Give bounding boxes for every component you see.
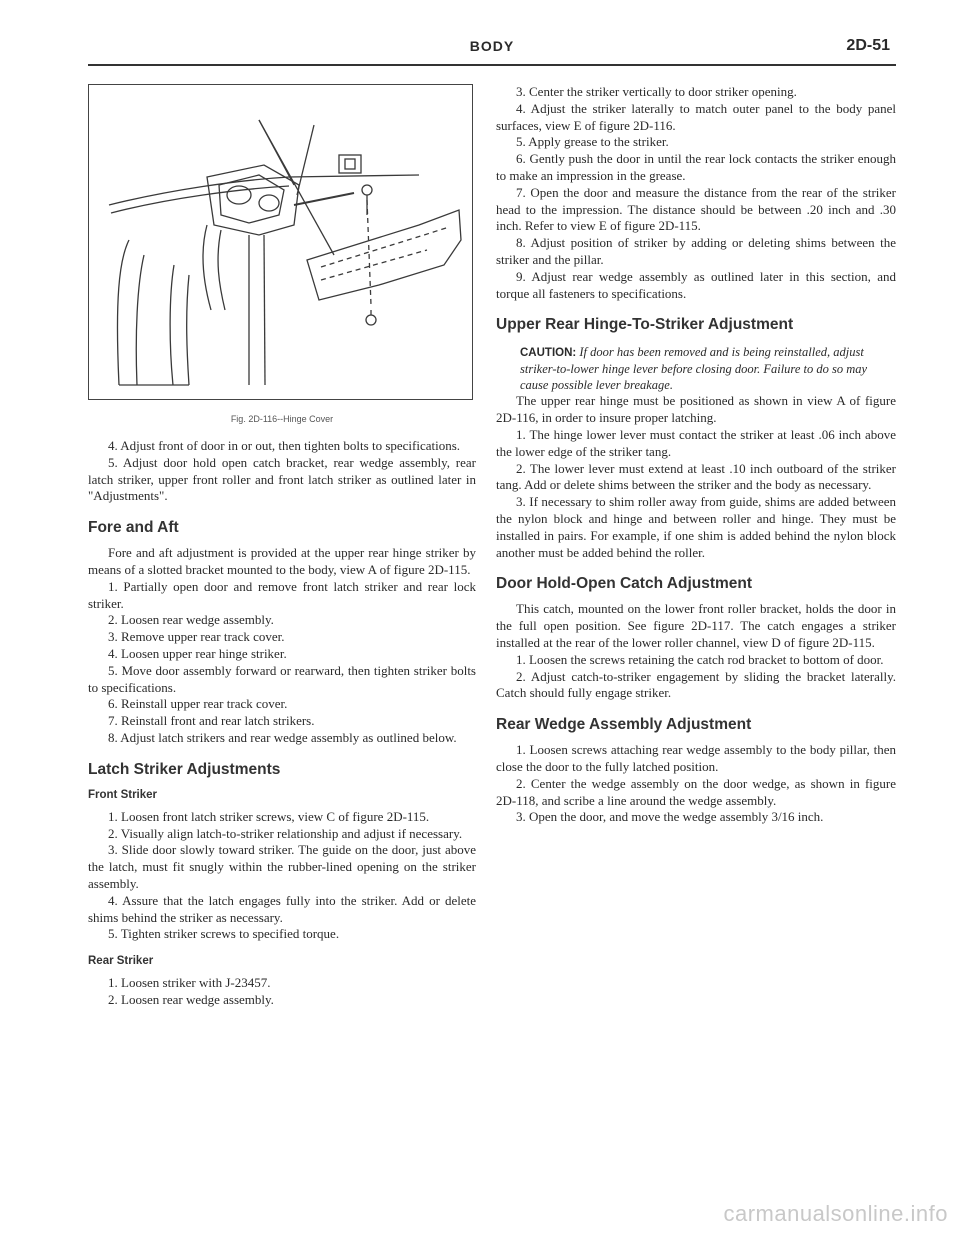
- list-item: 2. Adjust catch-to-striker engagement by sliding the bracket laterally. Catch should fully engage striker.: [496, 668, 896, 701]
- list-item: 1. Loosen front latch striker screws, view C of figure 2D-115.: [108, 808, 430, 824]
- list-item: 2. Center the wedge assembly on the door wedge, as shown in figure 2D-118, and scribe a line around the wedge assembly.: [496, 775, 896, 808]
- list-item: 3. Center the striker vertically to door striker opening.: [516, 84, 797, 99]
- list-item: 4. Loosen upper rear hinge striker.: [108, 645, 287, 661]
- list-item: 8. Adjust latch strikers and rear wedge assembly as outlined below.: [108, 729, 457, 745]
- list-item: 3. If necessary to shim roller away from guide, shims are added between the nylon block and hinge and between roller and hinge. They must be installed in pairs. For example, if one shim is added behind the nylon block another must be added behind the roller.: [496, 494, 896, 560]
- list-item: 5. Apply grease to the striker.: [516, 134, 669, 150]
- hinge-cover-drawing: [89, 85, 471, 398]
- paragraph: 4. Adjust front of door in or out, then tighten bolts to specifications.: [108, 438, 461, 453]
- list-item: 3. Remove upper rear track cover.: [108, 629, 285, 645]
- page-header: [88, 30, 896, 60]
- caution-text: If door has been removed and is being reinstalled, adjust striker-to-lower hinge lever before closing door. Failure to do so may cause possible lever breakage.: [520, 345, 868, 393]
- list-item: 6. Reinstall upper rear track cover.: [108, 696, 288, 712]
- list-item: 5. Tighten striker screws to specified torque.: [108, 926, 340, 942]
- list-item: 6. Gently push the door in until the rear lock contacts the striker enough to make an impression in the grease.: [496, 151, 896, 183]
- watermark: carmanualsonline.info: [723, 1201, 948, 1226]
- list-item: 4. Adjust the striker laterally to match outer panel to the body panel surfaces, view E of figure 2D-116.: [496, 100, 896, 133]
- heading-door-hold-open: Door Hold-Open Catch Adjustment: [496, 575, 753, 593]
- subheading-front-striker: Front Striker: [88, 788, 158, 801]
- list-item: 2. Visually align latch-to-striker relationship and adjust if necessary.: [108, 825, 463, 841]
- paragraph: The upper rear hinge must be positioned as shown in view A of figure 2D-116, in order to insure proper latching.: [496, 393, 896, 426]
- heading-fore-and-aft: Fore and Aft: [88, 519, 179, 537]
- heading-upper-rear-hinge: Upper Rear Hinge-To-Striker Adjustment: [496, 316, 794, 334]
- list-item: 1. Loosen striker with J-23457.: [108, 975, 271, 991]
- list-item: 2. Loosen rear wedge assembly.: [108, 612, 274, 628]
- list-item: 3. Slide door slowly toward striker. The guide on the door, just above the latch, must fit snugly within the rubber-lined opening on the striker assembly.: [88, 842, 476, 891]
- list-item: 1. Partially open door and remove front latch striker and rear lock striker.: [88, 578, 476, 611]
- list-item: 2. Loosen rear wedge assembly.: [108, 991, 274, 1007]
- list-item: 2. The lower lever must extend at least .10 inch outboard of the striker tang. Add or delete shims between the striker and the body as necessary.: [496, 460, 896, 493]
- heading-rear-wedge: Rear Wedge Assembly Adjustment: [496, 716, 752, 734]
- caution-label: CAUTION:: [520, 347, 577, 360]
- list-item: 4. Assure that the latch engages fully into the striker. Add or delete shims behind the striker as necessary.: [88, 892, 476, 925]
- left-column-text: [88, 438, 476, 1009]
- heading-latch-striker: Latch Striker Adjustments: [88, 760, 281, 778]
- list-item: 8. Adjust position of striker by adding or deleting shims between the striker and the pillar.: [496, 235, 896, 267]
- figure-caption: Fig. 2D-116--Hinge Cover: [230, 414, 334, 424]
- hinge-cover-illustration: [88, 84, 473, 400]
- list-item: 1. Loosen screws attaching rear wedge assembly to the body pillar, then close the door to the fully latched position.: [496, 742, 896, 774]
- list-item: 1. The hinge lower lever must contact the striker at least .06 inch above the lower edge of the striker tang.: [496, 426, 896, 459]
- paragraph: 5. Adjust door hold open catch bracket, rear wedge assembly, rear latch striker, upper front roller and front latch striker as outlined later in "Adjustments".: [88, 454, 476, 504]
- right-column-text: [496, 84, 896, 826]
- subheading-rear-striker: Rear Striker: [88, 955, 154, 968]
- list-item: 5. Move door assembly forward or rearward, then tighten striker bolts to specifications.: [88, 662, 476, 695]
- list-item: 7. Open the door and measure the distance from the rear of the striker head to the impression. The distance should be between .20 inch and .30 inch. Refer to view E of figure 2D-115.: [496, 184, 896, 234]
- list-item: 9. Adjust rear wedge assembly as outlined later in this section, and torque all fasteners to specifications.: [496, 268, 896, 301]
- list-item: 3. Open the door, and move the wedge assembly 3/16 inch.: [516, 809, 824, 825]
- page-number: 2D-51: [846, 37, 890, 54]
- paragraph: Fore and aft adjustment is provided at the upper rear hinge striker by means of a slotted bracket mounted to the body, view A of figure 2D-115.: [88, 545, 476, 577]
- paragraph: This catch, mounted on the lower front roller bracket, holds the door in the full open position. See figure 2D-117. The catch engages a striker installed at the rear of the lower roller channel, view D of figure 2D-115.: [496, 601, 896, 650]
- caution-note: [496, 344, 896, 393]
- list-item: 1. Loosen the screws retaining the catch rod bracket to bottom of door.: [516, 651, 884, 667]
- list-item: 7. Reinstall front and rear latch strikers.: [108, 713, 315, 729]
- header-rule: [88, 64, 896, 66]
- running-title: BODY: [469, 38, 515, 54]
